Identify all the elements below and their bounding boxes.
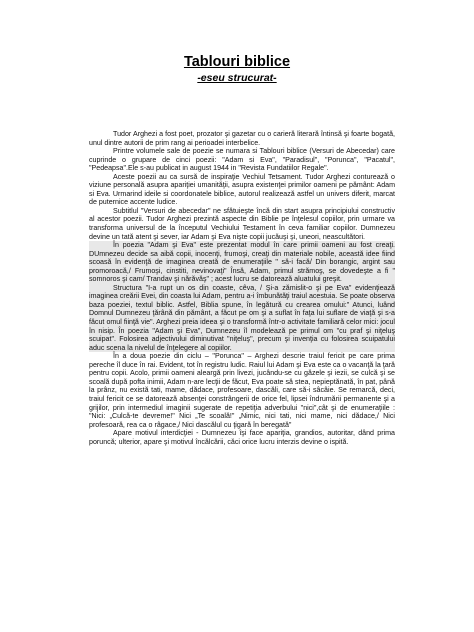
paragraph: Apare motivul interdicţiei - Dumnezeu îşi face apariţia, grandios, autoritar, dând prima poruncă; ulterior, apare şi motivul încălcării, căci orice lucru interzis devine o ispită. — [89, 429, 395, 446]
paragraph: În a doua poezie din ciclu – "Porunca" – Arghezi descrie traiul fericit pe care prima pereche îl duce în rai. Evident, tot în registru ludic. Raiul lui Adam şi Eva este ca o vacanţă la ţară pentru copii. Acolo, primii oameni aleargă prin livezi, jucându-se cu găzele şi iezii, se culcă şi se scoală după pofta inimii, Adam n-are lecţii de făcut, Eva poate să stea, nepieptănată, în pat, până la prânz, nu există tati, mame, dădace, profesoare, dascăli, care să-i sâcâie. Se remarcă, deci, traiul fericit ce se datorează absenţei constrângerii de orice fel, lipsei îndrumării permanente şi a grijilor, prin intermediul imaginii sugerate de repetiţia adverbului "nici",cât şi de enumeraţiile : "Nici: „Culcă-te devreme!" Nici „Te scoală!" „Nimic, nici tati, nici mame, nici dădace,/ Nici profesoară, rea ca o râgace,/ Nici dascălul cu ţigară în beregată" — [89, 352, 395, 429]
paragraph: Structura "I-a rupt un os din coaste, cêva, / Şi-a zămislit-o şi pe Eva" evidenţiează imaginea creării Evei, din coasta lui Adam, pentru a-i îmbunătăţi traiul acestuia. Se poate observa baza poeziei, textul biblic. Astfel, Biblia spune, în legătură cu crearea omului:" Atunci, luând Domnul Dumnezeu ţărână din pământ, a făcut pe om şi a suflat în faţa lui suflare de viaţă şi s-a făcut omul fiinţă vie". Arghezi preia ideea şi o transformă într-o activitate familiară celor mici: jocul în nisip. În poezia "Adam şi Eva", Dumnezeu îl modelează pe primul om "cu praf şi niţeluş scuipat". Folosirea adjectivului diminutivat "niţeluş", precum şi invenţia cu folosirea scuipatului aduc scena la nivelul de înţelegere al copiilor. — [89, 283, 395, 352]
paragraph: Tudor Arghezi a fost poet, prozator şi gazetar cu o carieră literară întinsă şi foarte bogată, unul dintre autorii de prim rang ai perioadei interbelice. — [89, 130, 395, 147]
paragraph: Subtitlul "Versuri de abecedar" ne sfătuieşte încă din start asupra principiului constructiv al acestor poezii. Tudor Arghezi prezintă aspecte din Biblie pe înţelesul copiilor, prin urmare va transforma universul de la începutul Vechiului Testament în ceva familiar copiilor. Dumnezeu devine un tată atent şi sever, iar Adam şi Eva nişte copii jucăuşi şi, uneori, neascultători. — [89, 206, 395, 241]
paragraph: În poezia "Adam şi Eva" este prezentat modul în care primii oameni au fost creaţi. DUmnezeu decide sa aibă copii, inocenţi, frumoşi, creaţi din materiale nobile, această idee fiind scoasă în evidenţă de imaginea creată de enumeraţiile " să-i facă/ Din borangic, argint sau promoroacă,/ Frumoşi, cinstiti, nevinovaţi" Însă, Adam, primul strămoş, se dovedeşte a fi " somnoros şi cam/ Trandav şi nărăvăş" ; acest lucru se datorează aluatului greşit. — [89, 241, 395, 284]
paragraph: Printre volumele sale de poezie se numara si Tablouri biblice (Versuri de Abecedar) care cuprinde o grupare de cinci poezii: "Adam si Eva", "Paradisul", "Porunca", "Pacatul", "Pedeapsa".Ele s-au publicat in august 1944 in "Revista Fundatiilor Regale". — [89, 147, 395, 173]
document-body — [89, 130, 395, 446]
document-subtitle: -eseu strucurat- — [197, 72, 277, 84]
document-title: Tablouri biblice — [183, 54, 291, 70]
paragraph: Aceste poezii au ca sursă de inspiraţie Vechiul Tetsament. Tudor Arghezi conturează o viziune personală asupra apariţiei umanităţii, asupra existenţei primilor oameni pe pământ: Adam si Eva. Urmarind ideile si coordonatele biblice, autorul realizează astfel un univers diferit, marcat de puternice accente ludice. — [89, 172, 395, 207]
